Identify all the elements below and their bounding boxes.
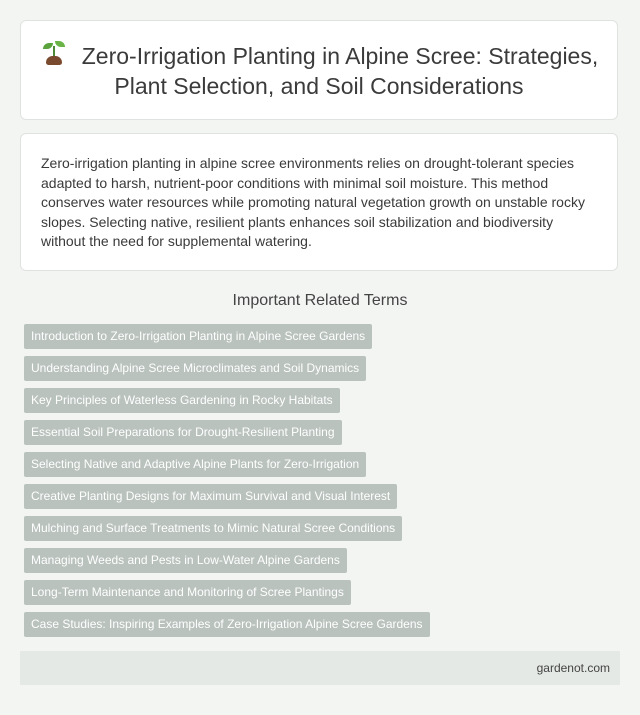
related-term-tag[interactable]: Creative Planting Designs for Maximum Survival and Visual Interest <box>24 484 397 509</box>
related-term-tag[interactable]: Managing Weeds and Pests in Low-Water Alpine Gardens <box>24 548 347 573</box>
page-title <box>21 40 617 101</box>
title-card <box>20 20 618 120</box>
footer <box>20 651 620 685</box>
page-title-text: Zero-Irrigation Planting in Alpine Scree: Strategies, Plant Selection, and Soil Considerations <box>81 42 599 99</box>
related-term-tag[interactable]: Introduction to Zero-Irrigation Planting in Alpine Scree Gardens <box>24 324 372 349</box>
related-term-tag[interactable]: Key Principles of Waterless Gardening in Rocky Habitats <box>24 388 340 413</box>
related-term-tag[interactable]: Case Studies: Inspiring Examples of Zero-Irrigation Alpine Scree Gardens <box>24 612 430 637</box>
related-term-tag[interactable]: Mulching and Surface Treatments to Mimic Natural Scree Conditions <box>24 516 402 541</box>
footer-site-link[interactable]: gardenot.com <box>536 661 610 675</box>
related-term-tag[interactable]: Essential Soil Preparations for Drought-Resilient Planting <box>24 420 342 445</box>
related-term-tag[interactable]: Selecting Native and Adaptive Alpine Plants for Zero-Irrigation <box>24 452 366 477</box>
related-term-tag[interactable]: Long-Term Maintenance and Monitoring of Scree Plantings <box>24 580 351 605</box>
related-terms-list <box>24 324 620 644</box>
related-terms-heading: Important Related Terms <box>232 292 408 309</box>
sprout-icon <box>40 40 68 66</box>
description-card <box>20 133 618 271</box>
description-text: Zero-irrigation planting in alpine scree environments relies on drought-tolerant species adapted to harsh, nutrient-poor conditions with minimal soil moisture. This method conserves water resources while promoting natural vegetation growth on unstable rocky slopes. Selecting native, resilient plants enhances soil stabilization and biodiversity without the need for supplemental watering. <box>41 155 585 249</box>
related-term-tag[interactable]: Understanding Alpine Scree Microclimates and Soil Dynamics <box>24 356 366 381</box>
